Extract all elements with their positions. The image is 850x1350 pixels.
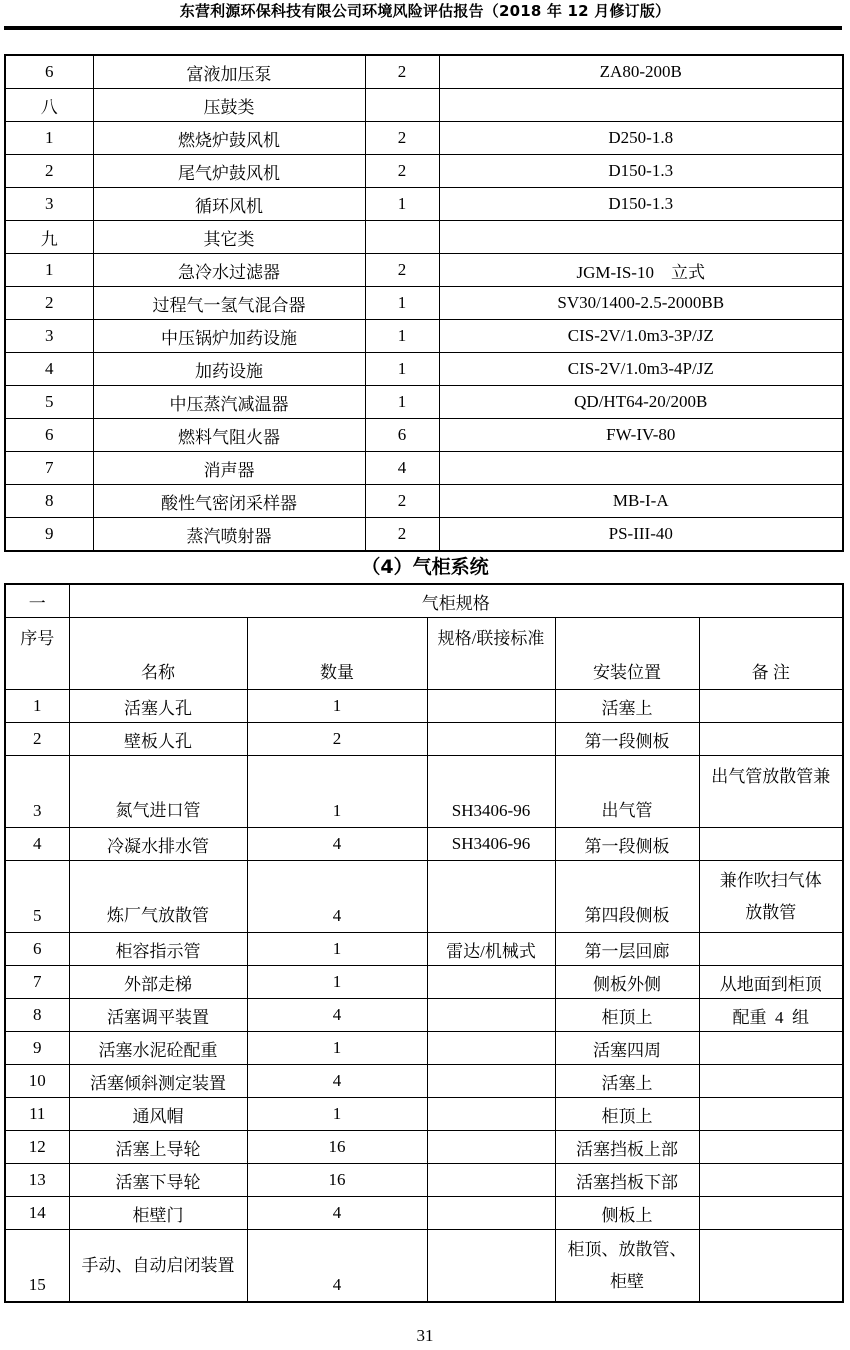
gasholder-cell-standard xyxy=(427,1164,555,1197)
gasholder-cell-remark xyxy=(699,1230,843,1303)
gasholder-cell-qty: 1 xyxy=(247,756,427,828)
gasholder-row xyxy=(5,690,843,723)
equipment-cell-model: CIS-2V/1.0m3-3P/JZ xyxy=(439,320,843,353)
equipment-row xyxy=(5,419,843,452)
gasholder-cell-qty: 1 xyxy=(247,966,427,999)
gasholder-row xyxy=(5,1230,843,1303)
equipment-cell-no: 2 xyxy=(5,287,93,320)
equipment-cell-qty: 1 xyxy=(365,287,439,320)
gasholder-cell-qty: 16 xyxy=(247,1131,427,1164)
equipment-cell-no: 6 xyxy=(5,419,93,452)
header-qty: 数量 xyxy=(247,618,427,690)
equipment-cell-model: QD/HT64-20/200B xyxy=(439,386,843,419)
gasholder-cell-qty: 4 xyxy=(247,861,427,933)
equipment-cell-model: PS-III-40 xyxy=(439,518,843,552)
gasholder-cell-location: 柜顶上 xyxy=(555,999,699,1032)
equipment-cell-no: 3 xyxy=(5,188,93,221)
gasholder-cell-standard xyxy=(427,1098,555,1131)
gasholder-row xyxy=(5,756,843,828)
gasholder-cell-no: 14 xyxy=(5,1197,69,1230)
gasholder-table xyxy=(4,583,844,1303)
gasholder-cell-name: 活塞倾斜测定装置 xyxy=(69,1065,247,1098)
gasholder-cell-no: 13 xyxy=(5,1164,69,1197)
gasholder-cell-standard xyxy=(427,999,555,1032)
equipment-row xyxy=(5,353,843,386)
equipment-cell-qty: 6 xyxy=(365,419,439,452)
equipment-cell-model xyxy=(439,89,843,122)
gasholder-row xyxy=(5,966,843,999)
gasholder-cell-standard xyxy=(427,1032,555,1065)
equipment-row xyxy=(5,188,843,221)
header-remark: 备 注 xyxy=(699,618,843,690)
gasholder-cell-standard xyxy=(427,1197,555,1230)
gasholder-cell-standard xyxy=(427,723,555,756)
equipment-row xyxy=(5,254,843,287)
gasholder-cell-remark: 出气管放散管兼 xyxy=(699,756,843,828)
gasholder-row xyxy=(5,1098,843,1131)
gasholder-cell-location: 活塞挡板下部 xyxy=(555,1164,699,1197)
equipment-cell-name: 燃烧炉鼓风机 xyxy=(93,122,365,155)
equipment-row xyxy=(5,485,843,518)
equipment-cell-qty: 1 xyxy=(365,320,439,353)
equipment-cell-model: ZA80-200B xyxy=(439,55,843,89)
gasholder-cell-location: 侧板外侧 xyxy=(555,966,699,999)
gasholder-cell-name: 炼厂气放散管 xyxy=(69,861,247,933)
equipment-cell-model: CIS-2V/1.0m3-4P/JZ xyxy=(439,353,843,386)
gasholder-cell-standard: SH3406-96 xyxy=(427,828,555,861)
gasholder-cell-name: 活塞人孔 xyxy=(69,690,247,723)
equipment-cell-no: 九 xyxy=(5,221,93,254)
gasholder-cell-qty: 1 xyxy=(247,690,427,723)
gasholder-cell-location: 出气管 xyxy=(555,756,699,828)
gasholder-cell-standard xyxy=(427,1131,555,1164)
gasholder-cell-name: 活塞上导轮 xyxy=(69,1131,247,1164)
gasholder-cell-standard: 雷达/机械式 xyxy=(427,933,555,966)
equipment-row xyxy=(5,452,843,485)
equipment-cell-no: 3 xyxy=(5,320,93,353)
gasholder-cell-name: 活塞下导轮 xyxy=(69,1164,247,1197)
gasholder-cell-qty: 4 xyxy=(247,1065,427,1098)
gasholder-row xyxy=(5,861,843,933)
gasholder-row xyxy=(5,1197,843,1230)
equipment-row xyxy=(5,155,843,188)
header-location: 安装位置 xyxy=(555,618,699,690)
equipment-cell-name: 燃料气阻火器 xyxy=(93,419,365,452)
gasholder-cell-location: 第一段侧板 xyxy=(555,723,699,756)
gasholder-cell-qty: 1 xyxy=(247,1098,427,1131)
equipment-cell-no: 1 xyxy=(5,122,93,155)
gasholder-cell-name: 外部走梯 xyxy=(69,966,247,999)
equipment-cell-no: 9 xyxy=(5,518,93,552)
group-title: 气柜规格 xyxy=(69,584,843,618)
equipment-cell-model: SV30/1400-2.5-2000BB xyxy=(439,287,843,320)
equipment-cell-name: 加药设施 xyxy=(93,353,365,386)
equipment-row xyxy=(5,122,843,155)
gasholder-cell-location: 第一层回廊 xyxy=(555,933,699,966)
equipment-cell-model: D250-1.8 xyxy=(439,122,843,155)
gasholder-cell-no: 12 xyxy=(5,1131,69,1164)
gasholder-cell-no: 1 xyxy=(5,690,69,723)
equipment-cell-no: 1 xyxy=(5,254,93,287)
gasholder-cell-qty: 4 xyxy=(247,828,427,861)
equipment-cell-qty xyxy=(365,89,439,122)
gasholder-row xyxy=(5,1164,843,1197)
equipment-cell-no: 6 xyxy=(5,55,93,89)
gasholder-cell-standard xyxy=(427,861,555,933)
gasholder-cell-location: 柜顶、放散管、柜壁 xyxy=(555,1230,699,1303)
equipment-cell-name: 蒸汽喷射器 xyxy=(93,518,365,552)
gasholder-cell-location: 第一段侧板 xyxy=(555,828,699,861)
gasholder-cell-qty: 4 xyxy=(247,999,427,1032)
equipment-cell-qty: 2 xyxy=(365,518,439,552)
gasholder-row xyxy=(5,723,843,756)
gasholder-cell-standard xyxy=(427,690,555,723)
gasholder-cell-qty: 1 xyxy=(247,933,427,966)
gasholder-cell-qty: 2 xyxy=(247,723,427,756)
header-rule xyxy=(4,26,842,30)
gasholder-cell-no: 2 xyxy=(5,723,69,756)
gasholder-cell-no: 15 xyxy=(5,1230,69,1303)
gasholder-cell-standard xyxy=(427,966,555,999)
gasholder-cell-qty: 16 xyxy=(247,1164,427,1197)
gasholder-cell-remark xyxy=(699,1065,843,1098)
equipment-cell-qty: 2 xyxy=(365,485,439,518)
gasholder-row xyxy=(5,933,843,966)
equipment-cell-no: 7 xyxy=(5,452,93,485)
equipment-cell-name: 酸性气密闭采样器 xyxy=(93,485,365,518)
gasholder-cell-remark xyxy=(699,1098,843,1131)
equipment-cell-name: 尾气炉鼓风机 xyxy=(93,155,365,188)
equipment-cell-name: 中压蒸汽减温器 xyxy=(93,386,365,419)
equipment-cell-name: 压鼓类 xyxy=(93,89,365,122)
gasholder-cell-name: 壁板人孔 xyxy=(69,723,247,756)
equipment-cell-name: 过程气一氢气混合器 xyxy=(93,287,365,320)
equipment-cell-name: 富液加压泵 xyxy=(93,55,365,89)
gasholder-cell-remark xyxy=(699,1164,843,1197)
gasholder-cell-standard xyxy=(427,1230,555,1303)
gasholder-cell-no: 4 xyxy=(5,828,69,861)
equipment-cell-qty: 1 xyxy=(365,386,439,419)
gasholder-row xyxy=(5,1131,843,1164)
gasholder-row xyxy=(5,1065,843,1098)
equipment-cell-name: 急冷水过滤器 xyxy=(93,254,365,287)
gasholder-cell-remark xyxy=(699,690,843,723)
gasholder-cell-no: 3 xyxy=(5,756,69,828)
gasholder-cell-no: 5 xyxy=(5,861,69,933)
gasholder-cell-name: 通风帽 xyxy=(69,1098,247,1131)
equipment-cell-model: D150-1.3 xyxy=(439,155,843,188)
equipment-cell-name: 消声器 xyxy=(93,452,365,485)
equipment-cell-model: MB-I-A xyxy=(439,485,843,518)
equipment-cell-model xyxy=(439,452,843,485)
gasholder-cell-no: 9 xyxy=(5,1032,69,1065)
page-number: 31 xyxy=(416,1326,434,1345)
gasholder-cell-standard xyxy=(427,1065,555,1098)
equipment-cell-qty: 4 xyxy=(365,452,439,485)
gasholder-row xyxy=(5,828,843,861)
group-row xyxy=(5,584,843,618)
gasholder-cell-qty: 1 xyxy=(247,1032,427,1065)
gasholder-cell-no: 6 xyxy=(5,933,69,966)
gasholder-cell-name: 手动、自动启闭装置 xyxy=(69,1230,247,1303)
equipment-cell-no: 4 xyxy=(5,353,93,386)
gasholder-cell-no: 8 xyxy=(5,999,69,1032)
equipment-cell-qty: 1 xyxy=(365,353,439,386)
gasholder-cell-qty: 4 xyxy=(247,1230,427,1303)
header-no: 序号 xyxy=(5,618,69,690)
equipment-row xyxy=(5,320,843,353)
equipment-cell-qty: 1 xyxy=(365,188,439,221)
equipment-row xyxy=(5,386,843,419)
gasholder-cell-remark: 兼作吹扫气体放散管 xyxy=(699,861,843,933)
gasholder-cell-remark xyxy=(699,723,843,756)
gasholder-cell-remark xyxy=(699,828,843,861)
gasholder-cell-remark: 配重 4 组 xyxy=(699,999,843,1032)
equipment-cell-qty: 2 xyxy=(365,254,439,287)
equipment-row xyxy=(5,221,843,254)
gasholder-cell-standard: SH3406-96 xyxy=(427,756,555,828)
gasholder-cell-location: 活塞上 xyxy=(555,690,699,723)
gasholder-cell-location: 活塞上 xyxy=(555,1065,699,1098)
gasholder-cell-remark xyxy=(699,933,843,966)
equipment-row xyxy=(5,287,843,320)
equipment-cell-model: FW-IV-80 xyxy=(439,419,843,452)
equipment-cell-no: 5 xyxy=(5,386,93,419)
gasholder-cell-remark xyxy=(699,1131,843,1164)
equipment-cell-name: 其它类 xyxy=(93,221,365,254)
gasholder-cell-name: 冷凝水排水管 xyxy=(69,828,247,861)
equipment-cell-qty: 2 xyxy=(365,122,439,155)
equipment-cell-no: 8 xyxy=(5,485,93,518)
gasholder-cell-name: 活塞调平装置 xyxy=(69,999,247,1032)
gasholder-cell-name: 柜容指示管 xyxy=(69,933,247,966)
equipment-cell-model: JGM-IS-10 立式 xyxy=(439,254,843,287)
equipment-cell-name: 中压锅炉加药设施 xyxy=(93,320,365,353)
gasholder-cell-qty: 4 xyxy=(247,1197,427,1230)
header-row xyxy=(5,618,843,690)
equipment-cell-qty: 2 xyxy=(365,55,439,89)
gasholder-cell-no: 10 xyxy=(5,1065,69,1098)
gasholder-cell-remark: 从地面到柜顶 xyxy=(699,966,843,999)
report-header: 东营利源环保科技有限公司环境风险评估报告（2018 年 12 月修订版） xyxy=(179,2,671,20)
gasholder-cell-name: 活塞水泥砼配重 xyxy=(69,1032,247,1065)
equipment-row xyxy=(5,55,843,89)
gasholder-cell-name: 柜壁门 xyxy=(69,1197,247,1230)
equipment-cell-model: D150-1.3 xyxy=(439,188,843,221)
equipment-cell-name: 循环风机 xyxy=(93,188,365,221)
header-name: 名称 xyxy=(69,618,247,690)
equipment-cell-no: 2 xyxy=(5,155,93,188)
section-title: （4）气柜系统 xyxy=(361,556,489,578)
gasholder-cell-location: 柜顶上 xyxy=(555,1098,699,1131)
gasholder-row xyxy=(5,999,843,1032)
gasholder-cell-location: 活塞挡板上部 xyxy=(555,1131,699,1164)
equipment-cell-qty xyxy=(365,221,439,254)
gasholder-cell-name: 氮气进口管 xyxy=(69,756,247,828)
equipment-cell-qty: 2 xyxy=(365,155,439,188)
equipment-row xyxy=(5,89,843,122)
gasholder-cell-location: 第四段侧板 xyxy=(555,861,699,933)
group-no: 一 xyxy=(5,584,69,618)
gasholder-cell-location: 侧板上 xyxy=(555,1197,699,1230)
gasholder-cell-location: 活塞四周 xyxy=(555,1032,699,1065)
gasholder-cell-no: 7 xyxy=(5,966,69,999)
gasholder-row xyxy=(5,1032,843,1065)
equipment-row xyxy=(5,518,843,552)
gasholder-cell-remark xyxy=(699,1032,843,1065)
header-standard: 规格/联接标准 xyxy=(427,618,555,690)
equipment-table xyxy=(4,54,844,552)
gasholder-cell-no: 11 xyxy=(5,1098,69,1131)
equipment-cell-model xyxy=(439,221,843,254)
equipment-cell-no: 八 xyxy=(5,89,93,122)
gasholder-cell-remark xyxy=(699,1197,843,1230)
